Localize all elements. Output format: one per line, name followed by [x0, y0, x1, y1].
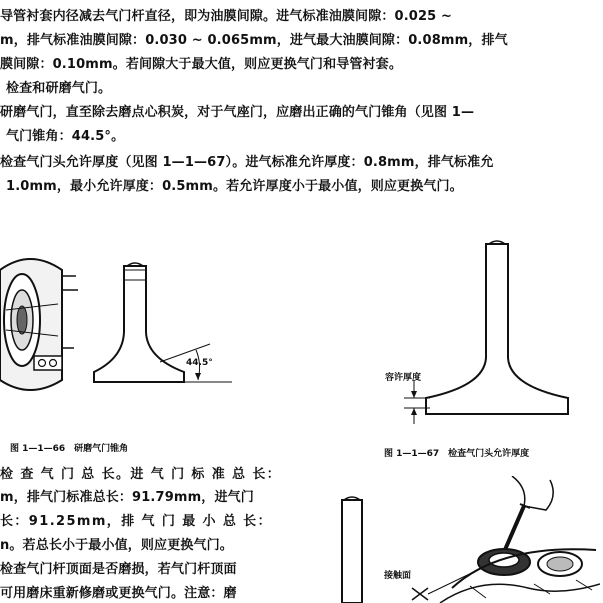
body-text-line: 检查气门头允许厚度（见图 1—1—67）。进气标准允许厚度：0.8mm，排气标准允	[0, 155, 494, 170]
body-text-line: 长：91.25mm，排 气 门 最 小 总 长：	[0, 514, 272, 529]
valve-icon	[426, 241, 568, 414]
body-text-line: n。若总长小于最小值，则应更换气门。	[0, 538, 233, 553]
angle-label: 44.5°	[186, 358, 213, 368]
section-heading: 检查和研磨气门。	[6, 81, 112, 96]
figure-67-caption: 图 1—1—67 检查气门头允许厚度	[384, 449, 530, 459]
valve-icon	[94, 263, 184, 382]
body-text-line: 检查气门杆顶面是否磨损，若气门杆顶面	[0, 562, 237, 577]
body-text-line: 检 查 气 门 总 长。进 气 门 标 准 总 长：	[0, 467, 282, 482]
body-text-line: 研磨气门，直至除去磨点心积炭，对于气座门，应磨出正确的气门锥角（见图 1—	[0, 105, 475, 120]
body-text-line: 可用磨床重新修磨或更换气门。注意：磨	[0, 586, 237, 601]
valve-icon	[342, 497, 362, 603]
body-text-line: 导管衬套内径减去气门杆直径，即为油膜间隙。进气标准油膜间隙：0.025 ~	[0, 9, 453, 24]
figure-valve-stem	[330, 496, 374, 603]
figure-66-valve-face-grinding	[0, 240, 240, 410]
body-text-line: 膜间隙：0.10mm。若间隙大于最大值，则应更换气门和导管衬套。	[0, 57, 402, 72]
body-text-line: m，排气门标准总长：91.79mm，进气门	[0, 490, 254, 505]
thickness-label: 容许厚度	[385, 373, 422, 383]
figure-67-valve-head-thickness	[400, 238, 600, 428]
figure-66-caption: 图 1—1—66 研磨气门锥角	[10, 444, 129, 454]
contact-surface-label: 接触面	[384, 571, 412, 581]
body-text-line: 气门锥角：44.5°。	[6, 129, 125, 144]
body-text-line: m，排气标准油膜间隙：0.030 ~ 0.065mm，进气最大油膜间隙：0.08mm，排气	[0, 33, 508, 48]
body-text-line: 1.0mm，最小允许厚度：0.5mm。若允许厚度小于最小值，则应更换气门。	[6, 179, 463, 194]
figure-contact-surface	[400, 476, 600, 603]
